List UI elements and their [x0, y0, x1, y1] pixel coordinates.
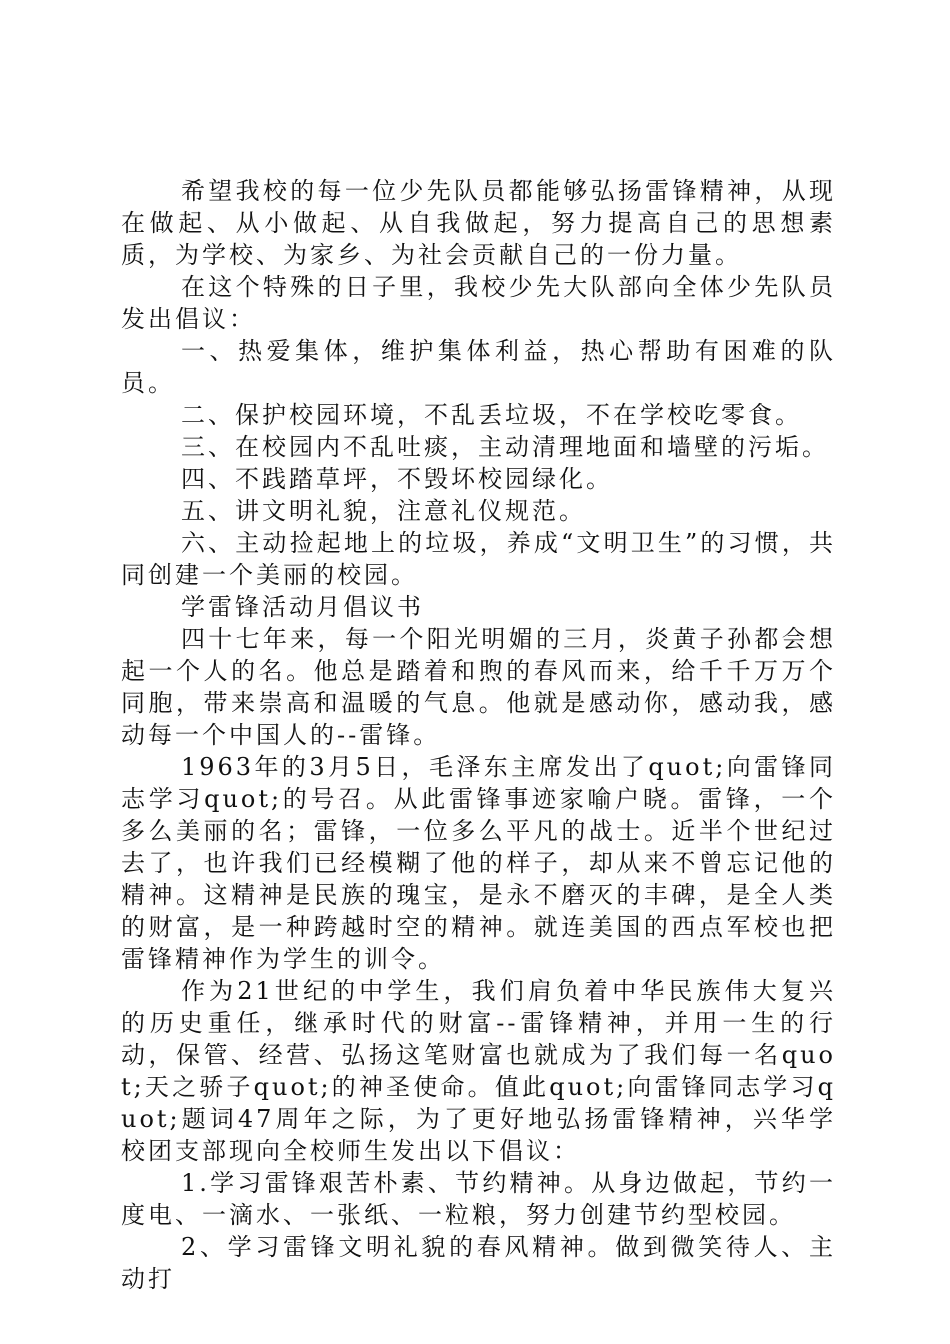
- section-title: 学雷锋活动月倡议书: [181, 593, 424, 621]
- paragraph: 希望我校的每一位少先队员都能够弘扬雷锋精神，从现在做起、从小做起、从自我做起，努力提高自己的思想素质，为学校、为家乡、为社会贡献自己的一份力量。: [121, 177, 836, 269]
- list-item: 一、热爱集体，维护集体利益，热心帮助有困难的队员。: [121, 337, 836, 397]
- document-body: [121, 175, 836, 1295]
- paragraph: 1963年的3月5日，毛泽东主席发出了quot;向雷锋同志学习quot;的号召。从此雷锋事迹家喻户晓。雷锋，一个多么美丽的名；雷锋，一位多么平凡的战士。近半个世纪过去了，也许我们已经模糊了他的样子，却从来不曾忘记他的精神。这精神是民族的瑰宝，是永不磨灭的丰碑，是全人类的财富，是一种跨越时空的精神。就连美国的西点军校也把雷锋精神作为学生的训令。: [121, 753, 836, 973]
- list-item: 三、在校园内不乱吐痰，主动清理地面和墙壁的污垢。: [181, 433, 829, 461]
- list-item: 四、不践踏草坪，不毁坏校园绿化。: [181, 465, 613, 493]
- paragraph: 在这个特殊的日子里，我校少先大队部向全体少先队员发出倡议：: [121, 273, 836, 333]
- paragraph: 四十七年来，每一个阳光明媚的三月，炎黄子孙都会想起一个人的名。他总是踏着和煦的春风而来，给千千万万个同胞，带来崇高和温暖的气息。他就是感动你，感动我，感动每一个中国人的--雷锋。: [121, 625, 836, 749]
- list-item: 五、讲文明礼貌，注意礼仪规范。: [181, 497, 586, 525]
- list-item: 1.学习雷锋艰苦朴素、节约精神。从身边做起，节约一度电、一滴水、一张纸、一粒粮，努力创建节约型校园。: [121, 1169, 836, 1229]
- list-item: 二、保护校园环境，不乱丢垃圾，不在学校吃零食。: [181, 401, 802, 429]
- list-item: 六、主动捡起地上的垃圾，养成“文明卫生”的习惯，共同创建一个美丽的校园。: [121, 529, 836, 589]
- list-item: 2、学习雷锋文明礼貌的春风精神。做到微笑待人、主动打: [121, 1233, 836, 1293]
- paragraph: 作为21世纪的中学生，我们肩负着中华民族伟大复兴的历史重任，继承时代的财富--雷锋精神，并用一生的行动，保管、经营、弘扬这笔财富也就成为了我们每一名quot;天之骄子quot;的神圣使命。值此quot;向雷锋同志学习quot;题词47周年之际，为了更好地弘扬雷锋精神，兴华学校团支部现向全校师生发出以下倡议：: [121, 977, 836, 1165]
